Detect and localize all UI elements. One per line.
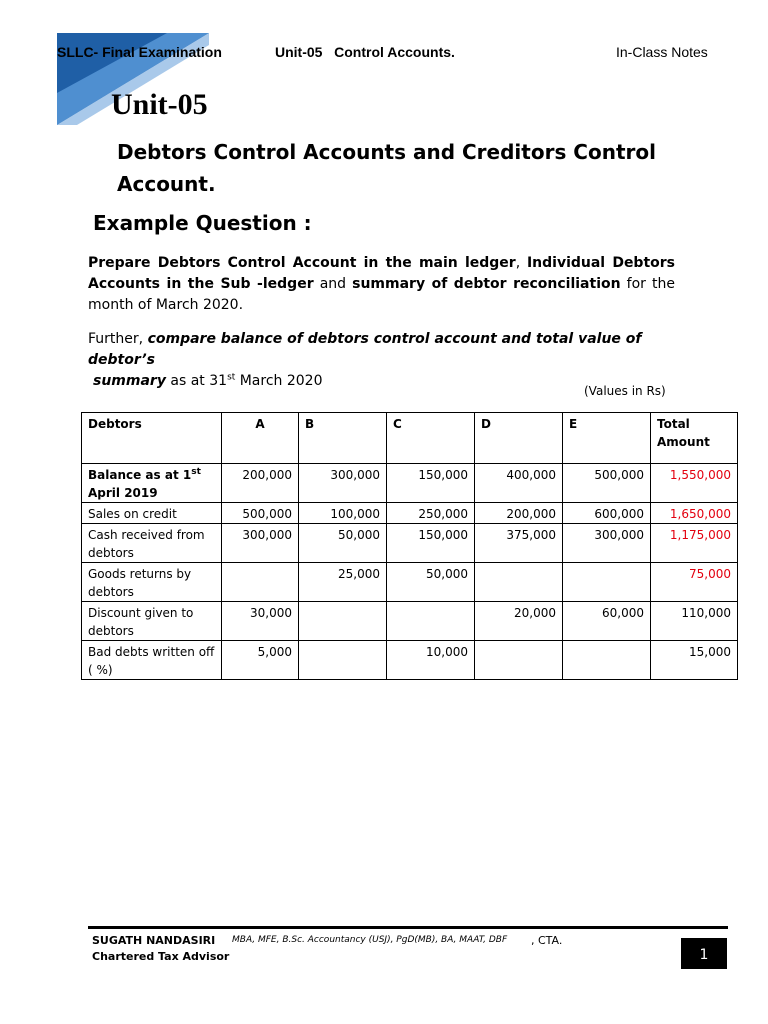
table-row (82, 563, 738, 602)
row-label: Cash received from debtors (82, 524, 222, 563)
table-cell: 50,000 (299, 524, 387, 563)
question-paragraph-1 (88, 253, 675, 316)
author-name: SUGATH NANDASIRI (92, 934, 216, 947)
q-part: March 2020 (235, 373, 323, 389)
table-cell: 150,000 (387, 524, 475, 563)
table-row (82, 524, 738, 563)
values-note: (Values in Rs) (584, 384, 666, 398)
table-total-cell: 110,000 (651, 602, 738, 641)
row-label: Discount given to debtors (82, 602, 222, 641)
col-header: B (299, 413, 387, 464)
table-cell: 200,000 (222, 464, 299, 503)
table-cell: 600,000 (563, 503, 651, 524)
table-row (82, 641, 738, 680)
row-label: Bad debts written off ( %) (82, 641, 222, 680)
example-heading: Example Question : (93, 211, 312, 235)
table-cell: 400,000 (475, 464, 563, 503)
col-header: Debtors (82, 413, 222, 464)
table-total-cell: 75,000 (651, 563, 738, 602)
table-row (82, 464, 738, 503)
col-header: E (563, 413, 651, 464)
table-row (82, 503, 738, 524)
table-cell: 150,000 (387, 464, 475, 503)
table-cell: 50,000 (387, 563, 475, 602)
table-cell: 300,000 (563, 524, 651, 563)
table-cell: 300,000 (222, 524, 299, 563)
row-label: Sales on credit (82, 503, 222, 524)
col-header: Total Amount (651, 413, 738, 464)
col-header: D (475, 413, 563, 464)
table-cell: 300,000 (299, 464, 387, 503)
table-cell (299, 641, 387, 680)
author-cta: , CTA. (531, 934, 563, 947)
author-qualifications: MBA, MFE, B.Sc. Accountancy (USJ), PgD(MB), BA, MAAT, DBF (232, 935, 508, 945)
col-header: C (387, 413, 475, 464)
table-cell (475, 641, 563, 680)
table-total-cell: 1,650,000 (651, 503, 738, 524)
col-header: A (222, 413, 299, 464)
table-cell: 200,000 (475, 503, 563, 524)
row-label: Goods returns by debtors (82, 563, 222, 602)
q-part: Individual Debtors Accounts in the Sub -ledger (88, 255, 676, 292)
table-cell: 100,000 (299, 503, 387, 524)
table-cell (475, 563, 563, 602)
question-paragraph-2 (88, 329, 688, 392)
table-cell: 25,000 (299, 563, 387, 602)
table-total-cell: 1,175,000 (651, 524, 738, 563)
unit-title: Unit-05 (111, 88, 208, 121)
q-part: summary of debtor reconciliation (352, 276, 621, 292)
header-exam-label: SLLC- Final Examination (57, 44, 222, 60)
table-header-row (82, 413, 738, 464)
table-cell: 30,000 (222, 602, 299, 641)
q-part: , (515, 255, 527, 271)
table-total-cell: 1,550,000 (651, 464, 738, 503)
footer-divider (88, 926, 728, 929)
row-label: Balance as at 1st April 2019 (82, 464, 222, 503)
q-part: for the month of March 2020. (88, 276, 675, 313)
header-unit-label: Unit-05 Control Accounts. (275, 44, 455, 60)
table-row (82, 602, 738, 641)
header-notes-label: In-Class Notes (616, 44, 708, 60)
q-part: Further, (88, 331, 148, 347)
table-cell: 60,000 (563, 602, 651, 641)
q-part: as at 31 (165, 373, 228, 389)
debtors-table (81, 412, 738, 680)
table-cell (387, 602, 475, 641)
author-title: Chartered Tax Advisor (92, 950, 230, 963)
table-cell (563, 641, 651, 680)
table-cell (222, 563, 299, 602)
table-cell: 375,000 (475, 524, 563, 563)
q-part: summary (93, 373, 166, 389)
table-total-cell: 15,000 (651, 641, 738, 680)
q-part: st (227, 372, 236, 383)
page-subtitle: Debtors Control Accounts and Creditors Control Account. (117, 140, 656, 196)
q-part: and (313, 276, 353, 292)
table-cell: 10,000 (387, 641, 475, 680)
q-part: compare balance of debtors control account and total value of debtor’s (88, 331, 642, 368)
table-cell: 250,000 (387, 503, 475, 524)
table-cell: 500,000 (222, 503, 299, 524)
table-cell (299, 602, 387, 641)
table-cell: 20,000 (475, 602, 563, 641)
table-cell: 5,000 (222, 641, 299, 680)
q-part: Prepare Debtors Control Account in the main ledger (88, 255, 516, 271)
table-cell (563, 563, 651, 602)
table-cell: 500,000 (563, 464, 651, 503)
page-number: 1 (681, 938, 727, 969)
